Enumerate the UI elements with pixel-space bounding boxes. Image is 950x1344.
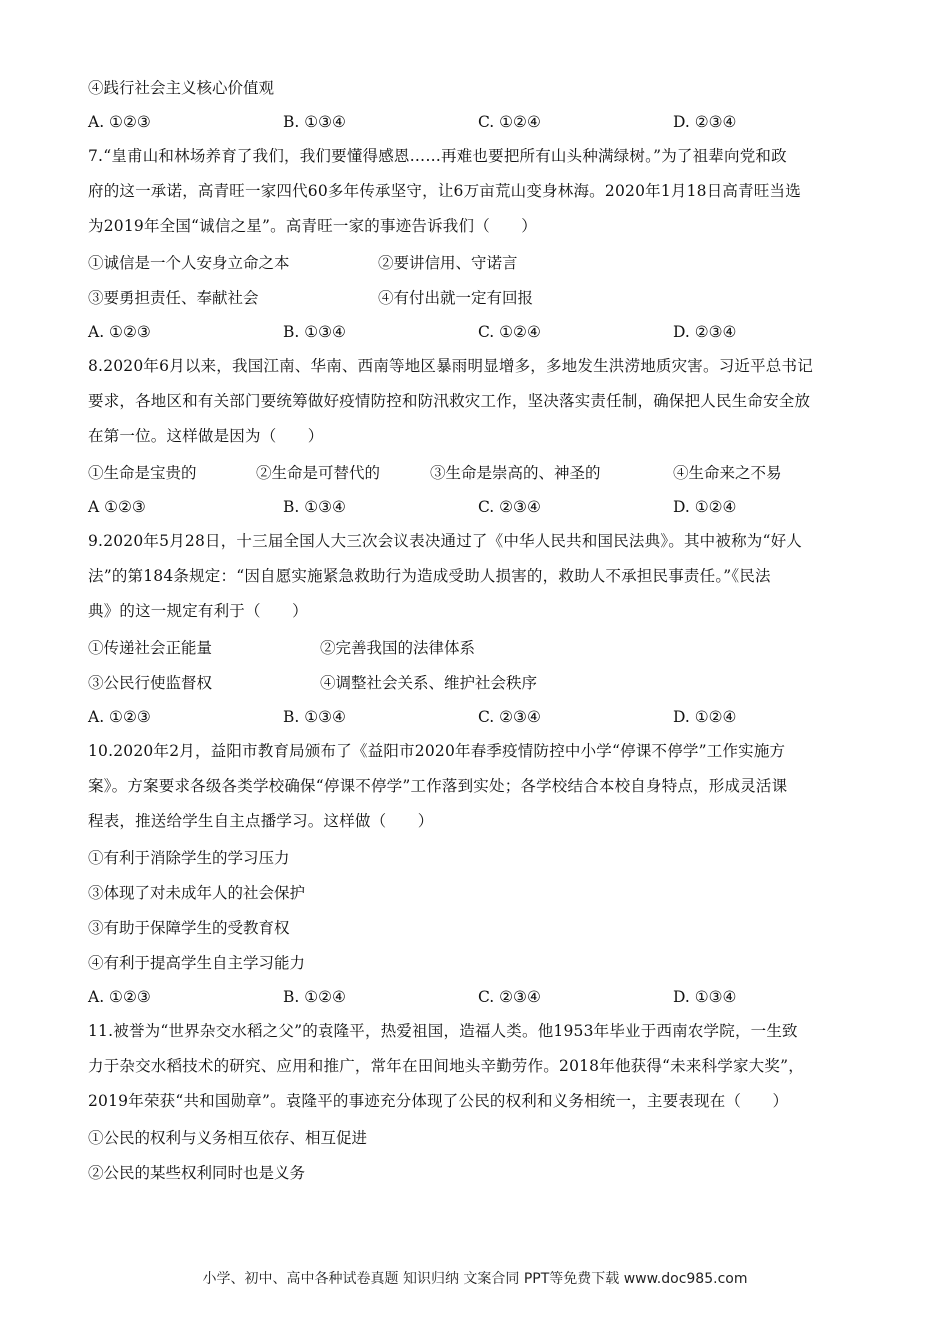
statement-row — [88, 454, 868, 489]
question-stem-line: 8.2020年6月以来，我国江南、华南、西南等地区暴雨明显增多，多地发生洪涝地质灾害。习近平总书记 — [88, 357, 813, 375]
statement: ③体现了对未成年人的社会保护 — [88, 883, 306, 902]
question-stem-line: 10.2020年2月，益阳市教育局颁布了《益阳市2020年春季疫情防控中小学“停课不停学”工作实施方 — [88, 742, 786, 760]
options-row — [88, 314, 868, 349]
option-a[interactable]: A. ①②③ — [88, 322, 151, 341]
statement-row — [88, 839, 868, 874]
statement: ④有付出就一定有回报 — [378, 288, 534, 307]
options-row — [88, 979, 868, 1014]
question-stem-line: 力于杂交水稻技术的研究、应用和推广，常年在田间地头辛勤劳作。2018年他获得“未来科学家大奖”， — [88, 1057, 804, 1075]
question-stem-line: 在第一位。这样做是因为（ ） — [88, 427, 324, 445]
option-b[interactable]: B. ①②④ — [283, 987, 346, 1006]
question-stem-line: 要求，各地区和有关部门要统筹做好疫情防控和防汛救灾工作，坚决落实责任制，确保把人民生命安全放 — [88, 392, 811, 410]
option-b[interactable]: B. ①③④ — [283, 322, 346, 341]
statement-row — [88, 1119, 868, 1154]
options-row — [88, 489, 868, 524]
option-d[interactable]: D. ①③④ — [673, 987, 737, 1006]
statement-row — [88, 664, 868, 699]
question-stem-line: 2019年荣获“共和国勋章”。袁隆平的事迹充分体现了公民的权利和义务相统一，主要表现在（ ） — [88, 1092, 789, 1110]
page-footer: 小学、初中、高中各种试卷真题 知识归纳 文案合同 PPT等免费下载 www.doc985.com — [202, 1271, 748, 1287]
statement: ④调整社会关系、维护社会秩序 — [320, 673, 538, 692]
statement: ①生命是宝贵的 — [88, 463, 197, 482]
question-stem-line: 11.被誉为“世界杂交水稻之父”的袁隆平，热爱祖国，造福人类。他1953年毕业于西南农学院，一生致 — [88, 1022, 798, 1040]
statement: ①有利于消除学生的学习压力 — [88, 848, 290, 867]
statement-row — [88, 1154, 868, 1189]
option-b[interactable]: B. ①③④ — [283, 112, 346, 131]
question-10 — [88, 734, 868, 1014]
question-stem-line: 为2019年全国“诚信之星”。高青旺一家的事迹告诉我们（ ） — [88, 217, 537, 235]
question-stem-line: 9.2020年5月28日，十三届全国人大三次会议表决通过了《中华人民共和国民法典》。其中被称为“好人 — [88, 532, 802, 550]
question-stem-line: 典》的这一规定有利于（ ） — [88, 602, 308, 620]
statement: ④有利于提高学生自主学习能力 — [88, 953, 306, 972]
statement: ④生命来之不易 — [673, 463, 782, 482]
question-stem-line: 法”的第184条规定：“因自愿实施紧急救助行为造成受助人损害的，救助人不承担民事责任。”《民法 — [88, 567, 771, 585]
option-c[interactable]: C. ②③④ — [478, 987, 541, 1006]
option-a[interactable]: A. ①②③ — [88, 112, 151, 131]
question-9 — [88, 524, 868, 734]
statement: ③有助于保障学生的受教育权 — [88, 918, 290, 937]
statement: ①诚信是一个人安身立命之本 — [88, 253, 290, 272]
options-row — [88, 104, 868, 139]
option-d[interactable]: D. ①②④ — [673, 707, 737, 726]
statement-row — [88, 629, 868, 664]
statement: ③生命是崇高的、神圣的 — [430, 463, 601, 482]
question-stem-line: 府的这一承诺，高青旺一家四代60多年传承坚守，让6万亩荒山变身林海。2020年1月18日高青旺当选 — [88, 182, 801, 200]
options-row — [88, 699, 868, 734]
question-stem-line: 案》。方案要求各级各类学校确保“停课不停学”工作落到实处；各学校结合本校自身特点，形成灵活课 — [88, 777, 788, 795]
question-7 — [88, 139, 868, 349]
option-c[interactable]: C. ②③④ — [478, 707, 541, 726]
statement: ③要勇担责任、奉献社会 — [88, 288, 259, 307]
statement: ②生命是可替代的 — [256, 463, 381, 482]
option-a[interactable]: A ①②③ — [88, 497, 146, 516]
statement-row — [88, 244, 868, 279]
option-c[interactable]: C. ①②④ — [478, 112, 541, 131]
statement-row — [88, 279, 868, 314]
option-b[interactable]: B. ①③④ — [283, 707, 346, 726]
option-c[interactable]: C. ①②④ — [478, 322, 541, 341]
option-d[interactable]: D. ②③④ — [673, 112, 737, 131]
option-b[interactable]: B. ①③④ — [283, 497, 346, 516]
item-4: ④践行社会主义核心价值观 — [88, 79, 275, 97]
option-d[interactable]: D. ②③④ — [673, 322, 737, 341]
question-stem-line: 程表，推送给学生自主点播学习。这样做（ ） — [88, 812, 434, 830]
option-d[interactable]: D. ①②④ — [673, 497, 737, 516]
option-a[interactable]: A. ①②③ — [88, 707, 151, 726]
statement-row — [88, 874, 868, 909]
statement: ②公民的某些权利同时也是义务 — [88, 1163, 306, 1182]
statement: ③公民行使监督权 — [88, 673, 213, 692]
question-stem-line: 7.“皇甫山和林场养育了我们，我们要懂得感恩……再难也要把所有山头种满绿树。”为了祖辈向党和政 — [88, 147, 787, 165]
question-8 — [88, 349, 868, 524]
statement-row — [88, 944, 868, 979]
statement: ①传递社会正能量 — [88, 638, 213, 657]
statement: ①公民的权利与义务相互依存、相互促进 — [88, 1128, 368, 1147]
option-c[interactable]: C. ②③④ — [478, 497, 541, 516]
statement-row — [88, 909, 868, 944]
exam-page — [88, 70, 868, 1189]
option-a[interactable]: A. ①②③ — [88, 987, 151, 1006]
statement: ②要讲信用、守诺言 — [378, 253, 518, 272]
question-11 — [88, 1014, 868, 1189]
statement: ②完善我国的法律体系 — [320, 638, 476, 657]
